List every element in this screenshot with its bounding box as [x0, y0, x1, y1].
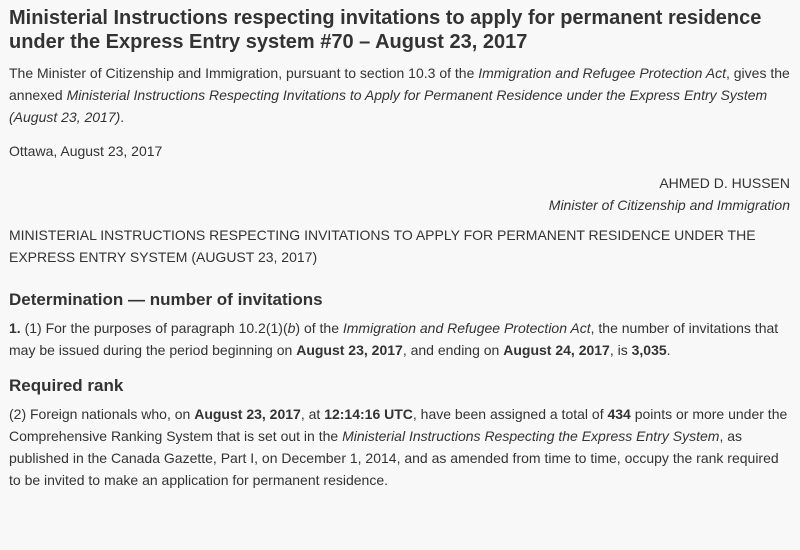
section2-text-2: , at — [300, 406, 325, 422]
intro-paragraph — [9, 62, 790, 128]
section2-paragraph — [9, 403, 790, 491]
section1-text-3: , the number of invitations that may be issued during the period beginning on — [9, 320, 779, 358]
section1-text-2: ) of the — [295, 320, 343, 336]
section1-end-date: August 24, 2017 — [503, 342, 610, 358]
section1-text-6: . — [666, 342, 671, 358]
section1-act-name: Immigration and Refugee Protection Act — [342, 320, 591, 336]
signatory-position-text: Minister of Citizenship and Immigration — [548, 197, 790, 213]
intro-text-1: The Minister of Citizenship and Immigration, pursuant to section 10.3 of the — [9, 65, 479, 81]
section2-text-3: , have been assigned a total of — [412, 406, 608, 422]
section1-text-5: , is — [609, 342, 632, 358]
section2-points: 434 — [607, 406, 631, 422]
section1-heading: Determination — number of invitations — [9, 290, 323, 309]
section1-number: 1. — [9, 320, 21, 336]
intro-instructions-name: Ministerial Instructions Respecting Invitations to Apply for Permanent Residence under the Express Entry System (August 23, 2017) — [9, 87, 768, 125]
section2-heading: Required rank — [9, 376, 124, 395]
section1-text-1: (1) For the purposes of paragraph 10.2(1)( — [20, 320, 288, 336]
section1-text-4: , and ending on — [402, 342, 504, 358]
section1-paragraph — [9, 317, 790, 361]
section2-time: 12:14:16 UTC — [324, 406, 413, 422]
section1-invitation-count: 3,035 — [631, 342, 667, 358]
section2-instructions-name: Ministerial Instructions Respecting the Express Entry System — [342, 428, 720, 444]
signatory-name: AHMED D. HUSSEN — [659, 175, 790, 191]
section2-date: August 23, 2017 — [194, 406, 301, 422]
section1-start-date: August 23, 2017 — [296, 342, 403, 358]
section2-text-5: , as published in the Canada Gazette, Part I, on December 1, 2014, and as amended from time to time, occupy the rank required to be invited to make an application for permanent residence. — [9, 428, 779, 488]
instructions-heading: MINISTERIAL INSTRUCTIONS RESPECTING INVITATIONS TO APPLY FOR PERMANENT RESIDENCE UNDER THE EXPRESS ENTRY SYSTEM (AUGUST 23, 2017) — [9, 227, 756, 265]
intro-text-3: . — [120, 109, 125, 125]
section1-paragraph-letter: b — [287, 320, 296, 336]
page-title: Ministerial Instructions respecting invitations to apply for permanent residence under the Express Entry system #70 – August 23, 2017 — [9, 7, 762, 53]
intro-act-name: Immigration and Refugee Protection Act — [478, 65, 726, 81]
section2-text-1: (2) Foreign nationals who, on — [9, 406, 195, 422]
signatory-position — [9, 194, 790, 216]
section2-text-4: points or more under the Comprehensive Ranking System that is set out in the — [9, 406, 788, 444]
signature-block — [9, 172, 790, 216]
intro-text-2: , gives the annexed — [9, 65, 790, 103]
place-date: Ottawa, August 23, 2017 — [9, 143, 163, 159]
